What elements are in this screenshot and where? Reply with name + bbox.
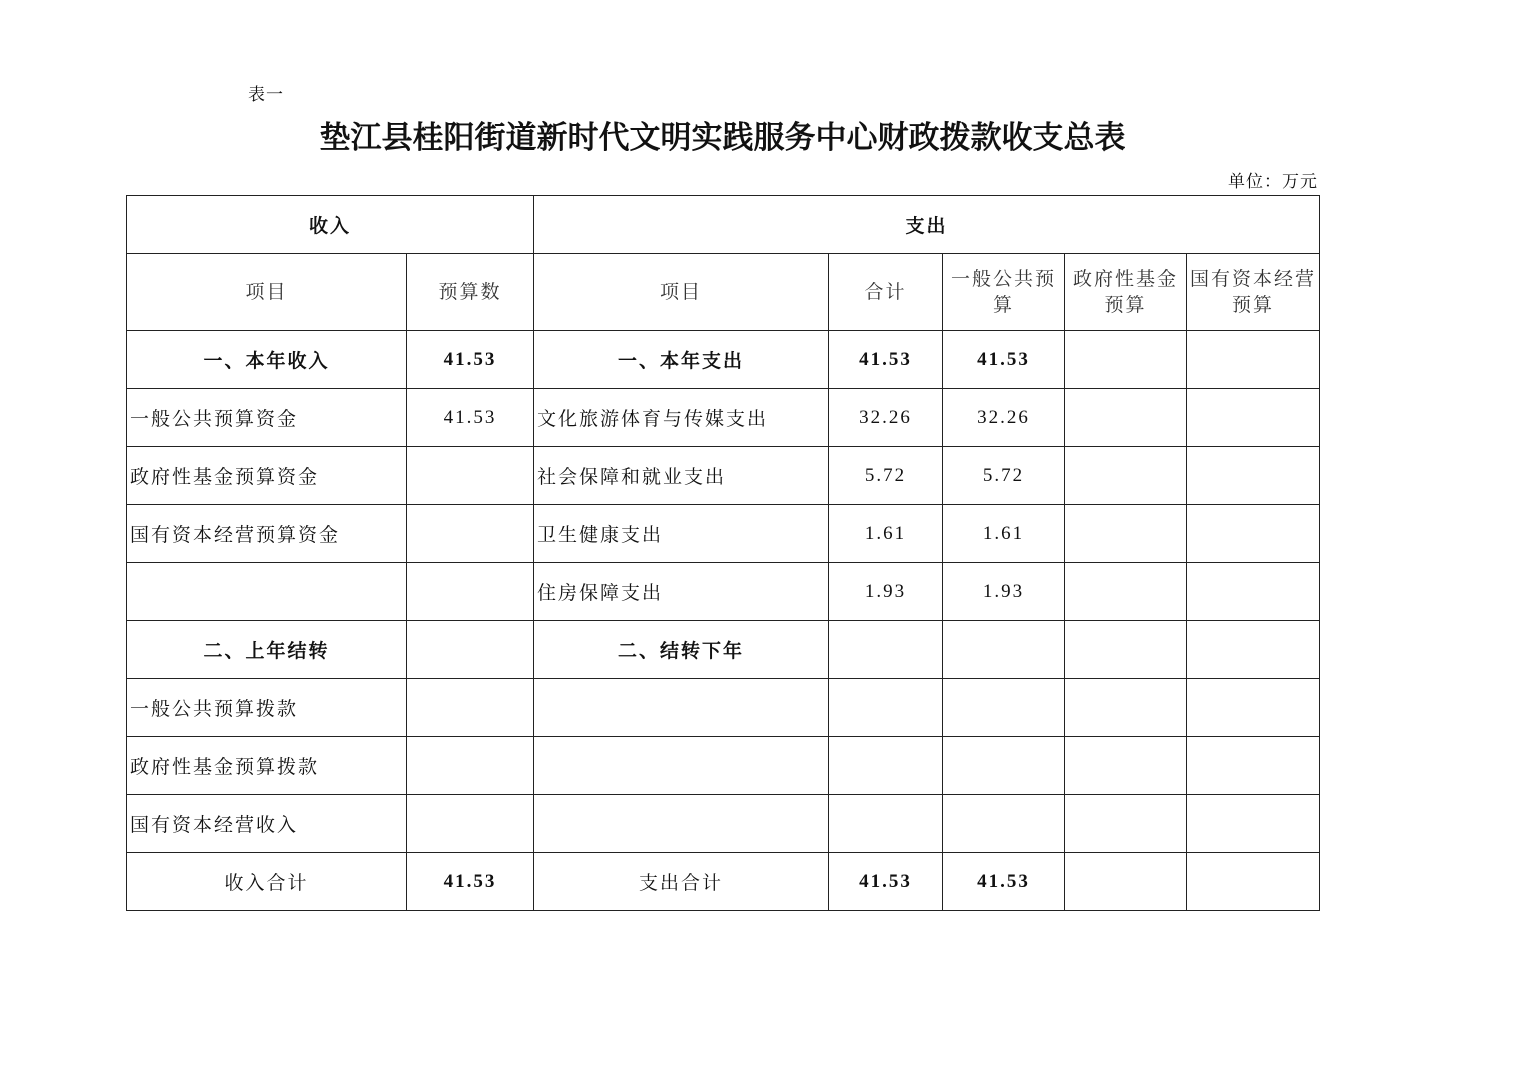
exp-gov-fund-cell [1065, 389, 1187, 447]
income-item-cell: 一般公共预算拨款 [127, 679, 407, 737]
income-item-cell [127, 563, 407, 621]
exp-gov-fund-header: 政府性基金预算 [1065, 254, 1187, 331]
expenditure-section-header: 支出 [534, 196, 1320, 254]
exp-total-cell: 32.26 [829, 389, 943, 447]
income-item-cell: 政府性基金预算拨款 [127, 737, 407, 795]
exp-item-cell: 住房保障支出 [534, 563, 829, 621]
income-item-cell: 国有资本经营预算资金 [127, 505, 407, 563]
income-item-cell: 国有资本经营收入 [127, 795, 407, 853]
exp-state-capital-cell [1187, 737, 1320, 795]
exp-general-cell: 1.93 [943, 563, 1065, 621]
table-row [127, 331, 1320, 389]
income-section-header: 收入 [127, 196, 534, 254]
exp-state-capital-cell [1187, 447, 1320, 505]
exp-gov-fund-cell [1065, 447, 1187, 505]
table-row [127, 679, 1320, 737]
income-budget-cell: 41.53 [407, 331, 534, 389]
exp-gov-fund-cell [1065, 331, 1187, 389]
table-row [127, 389, 1320, 447]
page-title: 垫江县桂阳街道新时代文明实践服务中心财政拨款收支总表 [319, 120, 1126, 156]
budget-summary-table [126, 195, 1320, 911]
exp-gov-fund-cell [1065, 621, 1187, 679]
exp-total-cell [829, 621, 943, 679]
exp-state-capital-total-value [1187, 853, 1320, 911]
exp-gov-fund-cell [1065, 563, 1187, 621]
exp-total-label: 支出合计 [534, 853, 829, 911]
exp-item-cell: 一、本年支出 [534, 331, 829, 389]
exp-gov-fund-total-value [1065, 853, 1187, 911]
exp-state-capital-cell [1187, 795, 1320, 853]
exp-item-cell: 二、结转下年 [534, 621, 829, 679]
exp-state-capital-cell [1187, 331, 1320, 389]
exp-gov-fund-cell [1065, 505, 1187, 563]
exp-total-cell: 1.93 [829, 563, 943, 621]
income-item-header: 项目 [127, 254, 407, 331]
exp-item-header: 项目 [534, 254, 829, 331]
exp-gov-fund-cell [1065, 795, 1187, 853]
section-header-row [127, 196, 1320, 254]
income-total-label: 收入合计 [127, 853, 407, 911]
income-budget-cell [407, 447, 534, 505]
exp-general-cell: 1.61 [943, 505, 1065, 563]
exp-total-cell [829, 737, 943, 795]
exp-state-capital-cell [1187, 505, 1320, 563]
exp-item-cell: 社会保障和就业支出 [534, 447, 829, 505]
exp-item-cell: 卫生健康支出 [534, 505, 829, 563]
exp-state-capital-header: 国有资本经营预算 [1187, 254, 1320, 331]
exp-total-cell [829, 679, 943, 737]
exp-item-cell: 文化旅游体育与传媒支出 [534, 389, 829, 447]
income-budget-cell [407, 737, 534, 795]
exp-state-capital-cell [1187, 679, 1320, 737]
income-budget-cell [407, 505, 534, 563]
exp-general-total-value: 41.53 [943, 853, 1065, 911]
exp-item-cell [534, 737, 829, 795]
income-item-cell: 二、上年结转 [127, 621, 407, 679]
exp-total-cell: 1.61 [829, 505, 943, 563]
table-row [127, 795, 1320, 853]
table-label: 表一 [248, 85, 284, 105]
income-budget-cell: 41.53 [407, 389, 534, 447]
income-total-value: 41.53 [407, 853, 534, 911]
exp-general-cell: 5.72 [943, 447, 1065, 505]
table-row [127, 621, 1320, 679]
exp-state-capital-cell [1187, 389, 1320, 447]
exp-general-cell: 41.53 [943, 331, 1065, 389]
income-budget-cell [407, 563, 534, 621]
table-row [127, 737, 1320, 795]
income-budget-header: 预算数 [407, 254, 534, 331]
exp-general-cell: 32.26 [943, 389, 1065, 447]
exp-total-cell: 5.72 [829, 447, 943, 505]
unit-label: 单位：万元 [1228, 172, 1318, 192]
income-budget-cell [407, 679, 534, 737]
exp-gov-fund-cell [1065, 679, 1187, 737]
exp-total-cell: 41.53 [829, 331, 943, 389]
exp-total-header: 合计 [829, 254, 943, 331]
exp-general-header: 一般公共预算 [943, 254, 1065, 331]
income-item-cell: 政府性基金预算资金 [127, 447, 407, 505]
income-item-cell: 一、本年收入 [127, 331, 407, 389]
exp-general-cell [943, 737, 1065, 795]
exp-item-cell [534, 679, 829, 737]
exp-general-cell [943, 795, 1065, 853]
column-header-row [127, 254, 1320, 331]
table-row [127, 447, 1320, 505]
income-budget-cell [407, 621, 534, 679]
exp-item-cell [534, 795, 829, 853]
exp-general-cell [943, 621, 1065, 679]
exp-general-cell [943, 679, 1065, 737]
exp-state-capital-cell [1187, 563, 1320, 621]
income-budget-cell [407, 795, 534, 853]
exp-state-capital-cell [1187, 621, 1320, 679]
income-item-cell: 一般公共预算资金 [127, 389, 407, 447]
exp-total-cell [829, 795, 943, 853]
total-row [127, 853, 1320, 911]
table-row [127, 505, 1320, 563]
table-row [127, 563, 1320, 621]
exp-total-value: 41.53 [829, 853, 943, 911]
exp-gov-fund-cell [1065, 737, 1187, 795]
